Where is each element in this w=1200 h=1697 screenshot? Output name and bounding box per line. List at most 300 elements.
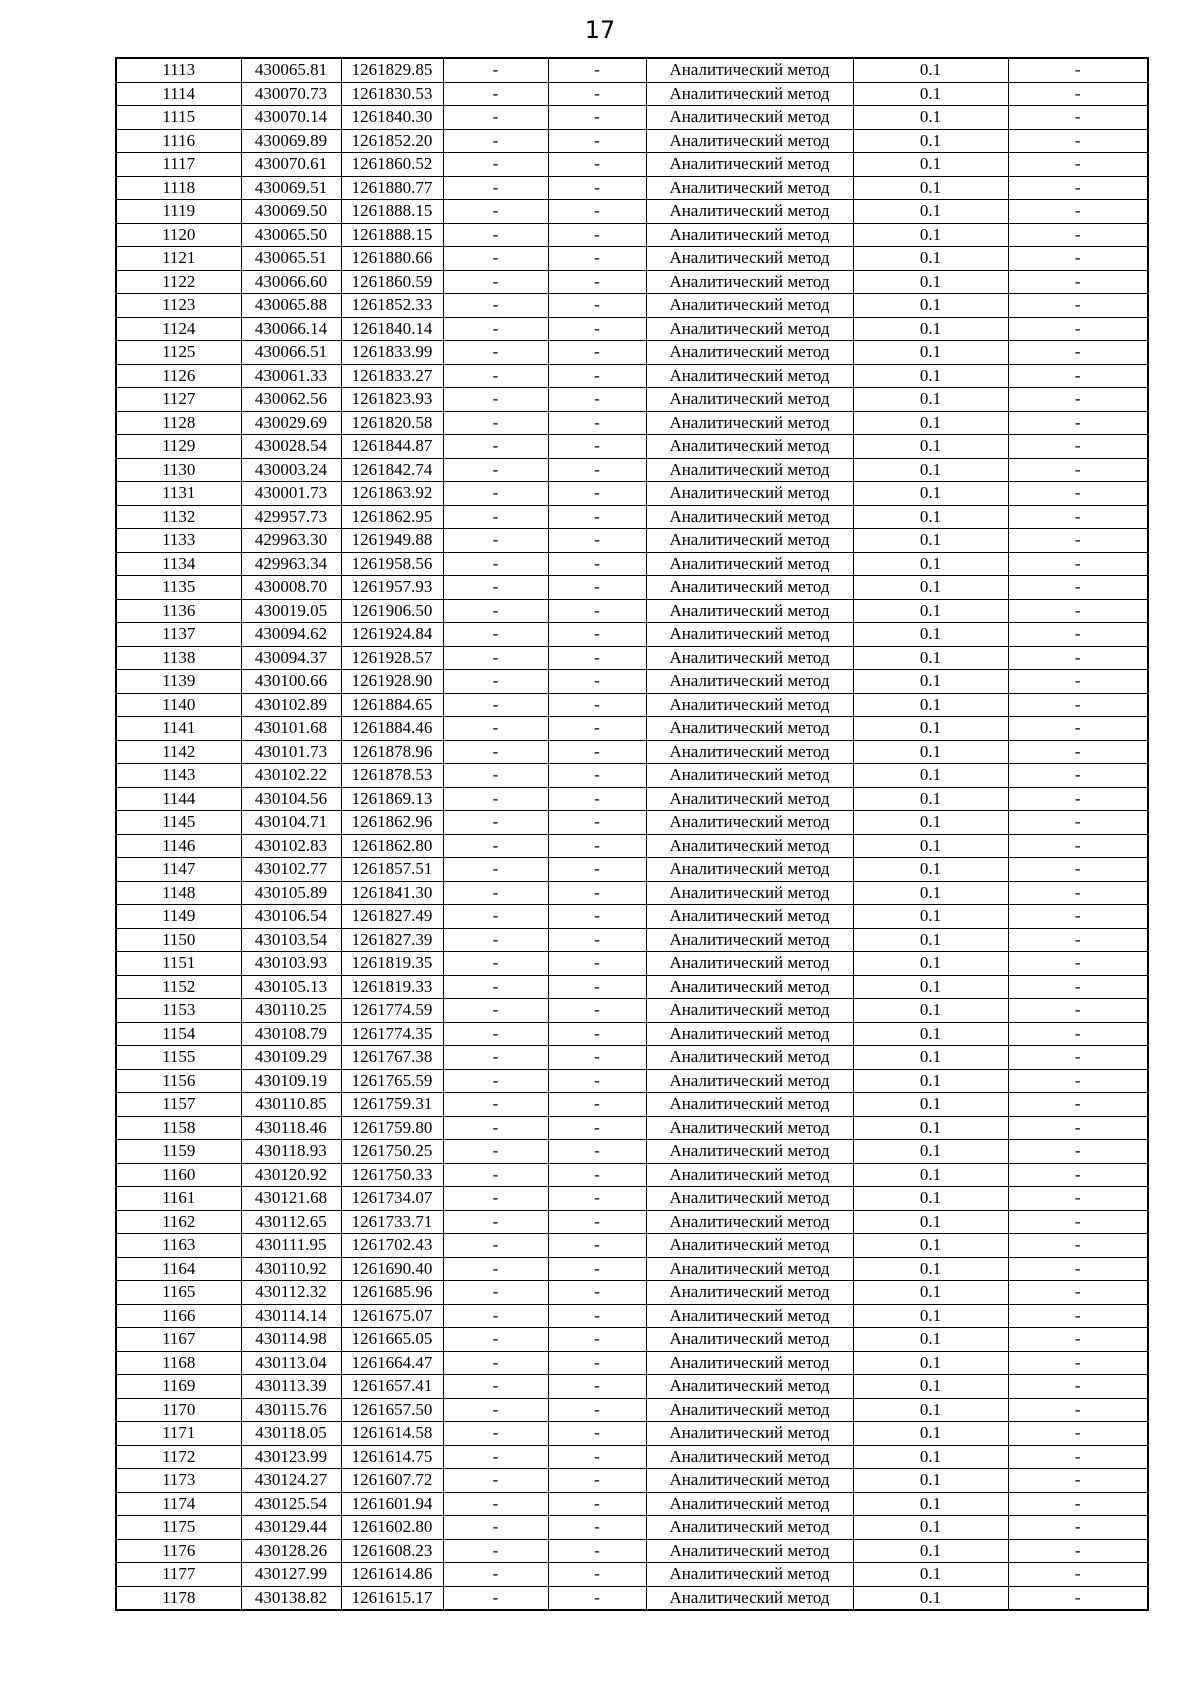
method-cell: Аналитический метод <box>646 176 853 200</box>
dash-cell: - <box>443 1492 548 1516</box>
dash-cell: - <box>1008 176 1148 200</box>
table-row <box>116 1328 1148 1352</box>
dash-cell: - <box>548 740 646 764</box>
dash-cell: - <box>1008 881 1148 905</box>
dash-cell: - <box>548 1257 646 1281</box>
point-number-cell: 1140 <box>116 693 241 717</box>
y-coordinate-cell: 1261607.72 <box>341 1469 443 1493</box>
accuracy-cell: 0.1 <box>853 482 1008 506</box>
x-coordinate-cell: 430100.66 <box>241 670 341 694</box>
point-number-cell: 1133 <box>116 529 241 553</box>
dash-cell: - <box>443 153 548 177</box>
dash-cell: - <box>548 435 646 459</box>
method-cell: Аналитический метод <box>646 1281 853 1305</box>
dash-cell: - <box>548 834 646 858</box>
accuracy-cell: 0.1 <box>853 1539 1008 1563</box>
dash-cell: - <box>443 106 548 130</box>
x-coordinate-cell: 430069.50 <box>241 200 341 224</box>
dash-cell: - <box>1008 1046 1148 1070</box>
point-number-cell: 1136 <box>116 599 241 623</box>
table-row <box>116 388 1148 412</box>
table-row <box>116 811 1148 835</box>
y-coordinate-cell: 1261820.58 <box>341 411 443 435</box>
y-coordinate-cell: 1261862.95 <box>341 505 443 529</box>
y-coordinate-cell: 1261830.53 <box>341 82 443 106</box>
coordinates-table <box>115 57 1149 1611</box>
method-cell: Аналитический метод <box>646 693 853 717</box>
accuracy-cell: 0.1 <box>853 294 1008 318</box>
dash-cell: - <box>443 764 548 788</box>
point-number-cell: 1173 <box>116 1469 241 1493</box>
x-coordinate-cell: 430069.51 <box>241 176 341 200</box>
dash-cell: - <box>548 388 646 412</box>
accuracy-cell: 0.1 <box>853 952 1008 976</box>
y-coordinate-cell: 1261833.99 <box>341 341 443 365</box>
dash-cell: - <box>443 82 548 106</box>
table-row <box>116 364 1148 388</box>
dash-cell: - <box>548 1140 646 1164</box>
dash-cell: - <box>1008 458 1148 482</box>
y-coordinate-cell: 1261906.50 <box>341 599 443 623</box>
x-coordinate-cell: 430111.95 <box>241 1234 341 1258</box>
accuracy-cell: 0.1 <box>853 811 1008 835</box>
method-cell: Аналитический метод <box>646 341 853 365</box>
table-row <box>116 1469 1148 1493</box>
dash-cell: - <box>548 1046 646 1070</box>
point-number-cell: 1149 <box>116 905 241 929</box>
method-cell: Аналитический метод <box>646 458 853 482</box>
accuracy-cell: 0.1 <box>853 576 1008 600</box>
y-coordinate-cell: 1261615.17 <box>341 1586 443 1610</box>
table-row <box>116 1022 1148 1046</box>
dash-cell: - <box>548 505 646 529</box>
point-number-cell: 1153 <box>116 999 241 1023</box>
method-cell: Аналитический метод <box>646 1257 853 1281</box>
y-coordinate-cell: 1261664.47 <box>341 1351 443 1375</box>
dash-cell: - <box>1008 905 1148 929</box>
accuracy-cell: 0.1 <box>853 1586 1008 1610</box>
dash-cell: - <box>443 1351 548 1375</box>
dash-cell: - <box>443 928 548 952</box>
x-coordinate-cell: 430121.68 <box>241 1187 341 1211</box>
table-row <box>116 623 1148 647</box>
table-row <box>116 341 1148 365</box>
table-row <box>116 646 1148 670</box>
y-coordinate-cell: 1261857.51 <box>341 858 443 882</box>
y-coordinate-cell: 1261852.33 <box>341 294 443 318</box>
x-coordinate-cell: 430105.13 <box>241 975 341 999</box>
page-number: 17 <box>584 16 616 44</box>
method-cell: Аналитический метод <box>646 1398 853 1422</box>
dash-cell: - <box>1008 411 1148 435</box>
dash-cell: - <box>1008 82 1148 106</box>
dash-cell: - <box>548 341 646 365</box>
accuracy-cell: 0.1 <box>853 1328 1008 1352</box>
table-row <box>116 1069 1148 1093</box>
dash-cell: - <box>1008 1469 1148 1493</box>
table-row <box>116 82 1148 106</box>
y-coordinate-cell: 1261601.94 <box>341 1492 443 1516</box>
y-coordinate-cell: 1261702.43 <box>341 1234 443 1258</box>
x-coordinate-cell: 430118.93 <box>241 1140 341 1164</box>
x-coordinate-cell: 429963.34 <box>241 552 341 576</box>
x-coordinate-cell: 430065.88 <box>241 294 341 318</box>
accuracy-cell: 0.1 <box>853 999 1008 1023</box>
method-cell: Аналитический метод <box>646 1351 853 1375</box>
method-cell: Аналитический метод <box>646 576 853 600</box>
x-coordinate-cell: 429963.30 <box>241 529 341 553</box>
dash-cell: - <box>443 435 548 459</box>
dash-cell: - <box>443 905 548 929</box>
y-coordinate-cell: 1261819.33 <box>341 975 443 999</box>
dash-cell: - <box>548 764 646 788</box>
table-row <box>116 435 1148 459</box>
dash-cell: - <box>548 1093 646 1117</box>
x-coordinate-cell: 430062.56 <box>241 388 341 412</box>
dash-cell: - <box>1008 1257 1148 1281</box>
table-row <box>116 1563 1148 1587</box>
y-coordinate-cell: 1261765.59 <box>341 1069 443 1093</box>
method-cell: Аналитический метод <box>646 153 853 177</box>
accuracy-cell: 0.1 <box>853 223 1008 247</box>
table-row <box>116 176 1148 200</box>
x-coordinate-cell: 429957.73 <box>241 505 341 529</box>
dash-cell: - <box>443 1375 548 1399</box>
dash-cell: - <box>548 270 646 294</box>
dash-cell: - <box>548 1304 646 1328</box>
accuracy-cell: 0.1 <box>853 270 1008 294</box>
x-coordinate-cell: 430109.29 <box>241 1046 341 1070</box>
dash-cell: - <box>548 247 646 271</box>
y-coordinate-cell: 1261665.05 <box>341 1328 443 1352</box>
x-coordinate-cell: 430102.77 <box>241 858 341 882</box>
dash-cell: - <box>443 646 548 670</box>
point-number-cell: 1164 <box>116 1257 241 1281</box>
dash-cell: - <box>443 1539 548 1563</box>
dash-cell: - <box>1008 364 1148 388</box>
y-coordinate-cell: 1261734.07 <box>341 1187 443 1211</box>
x-coordinate-cell: 430110.92 <box>241 1257 341 1281</box>
y-coordinate-cell: 1261602.80 <box>341 1516 443 1540</box>
point-number-cell: 1124 <box>116 317 241 341</box>
table-row <box>116 294 1148 318</box>
dash-cell: - <box>443 388 548 412</box>
dash-cell: - <box>443 1563 548 1587</box>
dash-cell: - <box>548 1163 646 1187</box>
y-coordinate-cell: 1261844.87 <box>341 435 443 459</box>
accuracy-cell: 0.1 <box>853 1492 1008 1516</box>
dash-cell: - <box>548 1563 646 1587</box>
point-number-cell: 1147 <box>116 858 241 882</box>
accuracy-cell: 0.1 <box>853 1046 1008 1070</box>
dash-cell: - <box>548 670 646 694</box>
point-number-cell: 1156 <box>116 1069 241 1093</box>
point-number-cell: 1134 <box>116 552 241 576</box>
table-row <box>116 881 1148 905</box>
y-coordinate-cell: 1261880.66 <box>341 247 443 271</box>
dash-cell: - <box>548 223 646 247</box>
dash-cell: - <box>443 317 548 341</box>
point-number-cell: 1123 <box>116 294 241 318</box>
accuracy-cell: 0.1 <box>853 1116 1008 1140</box>
dash-cell: - <box>443 341 548 365</box>
method-cell: Аналитический метод <box>646 1328 853 1352</box>
method-cell: Аналитический метод <box>646 1469 853 1493</box>
method-cell: Аналитический метод <box>646 1187 853 1211</box>
dash-cell: - <box>548 1234 646 1258</box>
point-number-cell: 1161 <box>116 1187 241 1211</box>
dash-cell: - <box>443 740 548 764</box>
table-row <box>116 1492 1148 1516</box>
dash-cell: - <box>1008 1351 1148 1375</box>
dash-cell: - <box>548 129 646 153</box>
table-row <box>116 717 1148 741</box>
method-cell: Аналитический метод <box>646 1210 853 1234</box>
dash-cell: - <box>548 529 646 553</box>
point-number-cell: 1171 <box>116 1422 241 1446</box>
dash-cell: - <box>548 999 646 1023</box>
accuracy-cell: 0.1 <box>853 82 1008 106</box>
dash-cell: - <box>1008 599 1148 623</box>
dash-cell: - <box>1008 1116 1148 1140</box>
dash-cell: - <box>1008 1281 1148 1305</box>
dash-cell: - <box>443 693 548 717</box>
dash-cell: - <box>1008 787 1148 811</box>
dash-cell: - <box>1008 341 1148 365</box>
accuracy-cell: 0.1 <box>853 717 1008 741</box>
y-coordinate-cell: 1261827.39 <box>341 928 443 952</box>
dash-cell: - <box>443 364 548 388</box>
point-number-cell: 1120 <box>116 223 241 247</box>
table-row <box>116 1234 1148 1258</box>
dash-cell: - <box>548 1469 646 1493</box>
dash-cell: - <box>1008 1563 1148 1587</box>
method-cell: Аналитический метод <box>646 881 853 905</box>
method-cell: Аналитический метод <box>646 646 853 670</box>
method-cell: Аналитический метод <box>646 1445 853 1469</box>
dash-cell: - <box>548 1116 646 1140</box>
point-number-cell: 1165 <box>116 1281 241 1305</box>
x-coordinate-cell: 430070.73 <box>241 82 341 106</box>
y-coordinate-cell: 1261860.52 <box>341 153 443 177</box>
point-number-cell: 1115 <box>116 106 241 130</box>
point-number-cell: 1163 <box>116 1234 241 1258</box>
dash-cell: - <box>443 270 548 294</box>
method-cell: Аналитический метод <box>646 1516 853 1540</box>
point-number-cell: 1158 <box>116 1116 241 1140</box>
y-coordinate-cell: 1261750.33 <box>341 1163 443 1187</box>
table-row <box>116 129 1148 153</box>
method-cell: Аналитический метод <box>646 482 853 506</box>
y-coordinate-cell: 1261690.40 <box>341 1257 443 1281</box>
table-row <box>116 1281 1148 1305</box>
method-cell: Аналитический метод <box>646 317 853 341</box>
dash-cell: - <box>1008 1398 1148 1422</box>
method-cell: Аналитический метод <box>646 1492 853 1516</box>
method-cell: Аналитический метод <box>646 270 853 294</box>
x-coordinate-cell: 430109.19 <box>241 1069 341 1093</box>
dash-cell: - <box>1008 1210 1148 1234</box>
accuracy-cell: 0.1 <box>853 200 1008 224</box>
x-coordinate-cell: 430118.46 <box>241 1116 341 1140</box>
method-cell: Аналитический метод <box>646 1563 853 1587</box>
y-coordinate-cell: 1261852.20 <box>341 129 443 153</box>
accuracy-cell: 0.1 <box>853 787 1008 811</box>
accuracy-cell: 0.1 <box>853 670 1008 694</box>
method-cell: Аналитический метод <box>646 58 853 82</box>
y-coordinate-cell: 1261608.23 <box>341 1539 443 1563</box>
dash-cell: - <box>1008 717 1148 741</box>
x-coordinate-cell: 430114.14 <box>241 1304 341 1328</box>
point-number-cell: 1172 <box>116 1445 241 1469</box>
dash-cell: - <box>1008 834 1148 858</box>
point-number-cell: 1159 <box>116 1140 241 1164</box>
dash-cell: - <box>1008 928 1148 952</box>
x-coordinate-cell: 430127.99 <box>241 1563 341 1587</box>
accuracy-cell: 0.1 <box>853 1398 1008 1422</box>
x-coordinate-cell: 430138.82 <box>241 1586 341 1610</box>
point-number-cell: 1135 <box>116 576 241 600</box>
dash-cell: - <box>443 834 548 858</box>
table-row <box>116 599 1148 623</box>
method-cell: Аналитический метод <box>646 1093 853 1117</box>
method-cell: Аналитический метод <box>646 834 853 858</box>
dash-cell: - <box>548 952 646 976</box>
accuracy-cell: 0.1 <box>853 1445 1008 1469</box>
table-row <box>116 1516 1148 1540</box>
x-coordinate-cell: 430065.81 <box>241 58 341 82</box>
dash-cell: - <box>1008 247 1148 271</box>
x-coordinate-cell: 430110.85 <box>241 1093 341 1117</box>
x-coordinate-cell: 430129.44 <box>241 1516 341 1540</box>
point-number-cell: 1117 <box>116 153 241 177</box>
dash-cell: - <box>548 1069 646 1093</box>
accuracy-cell: 0.1 <box>853 341 1008 365</box>
point-number-cell: 1118 <box>116 176 241 200</box>
x-coordinate-cell: 430102.83 <box>241 834 341 858</box>
table-row <box>116 458 1148 482</box>
dash-cell: - <box>443 1234 548 1258</box>
point-number-cell: 1151 <box>116 952 241 976</box>
method-cell: Аналитический метод <box>646 811 853 835</box>
dash-cell: - <box>443 294 548 318</box>
x-coordinate-cell: 430094.62 <box>241 623 341 647</box>
accuracy-cell: 0.1 <box>853 1022 1008 1046</box>
dash-cell: - <box>443 1422 548 1446</box>
dash-cell: - <box>548 1210 646 1234</box>
method-cell: Аналитический метод <box>646 1069 853 1093</box>
dash-cell: - <box>1008 1445 1148 1469</box>
x-coordinate-cell: 430066.60 <box>241 270 341 294</box>
table-row <box>116 1445 1148 1469</box>
y-coordinate-cell: 1261880.77 <box>341 176 443 200</box>
point-number-cell: 1177 <box>116 1563 241 1587</box>
table-row <box>116 223 1148 247</box>
y-coordinate-cell: 1261614.58 <box>341 1422 443 1446</box>
dash-cell: - <box>1008 858 1148 882</box>
x-coordinate-cell: 430029.69 <box>241 411 341 435</box>
dash-cell: - <box>548 1375 646 1399</box>
y-coordinate-cell: 1261750.25 <box>341 1140 443 1164</box>
dash-cell: - <box>548 1492 646 1516</box>
x-coordinate-cell: 430106.54 <box>241 905 341 929</box>
y-coordinate-cell: 1261863.92 <box>341 482 443 506</box>
dash-cell: - <box>443 176 548 200</box>
dash-cell: - <box>548 294 646 318</box>
table-row <box>116 247 1148 271</box>
accuracy-cell: 0.1 <box>853 905 1008 929</box>
y-coordinate-cell: 1261657.50 <box>341 1398 443 1422</box>
point-number-cell: 1144 <box>116 787 241 811</box>
dash-cell: - <box>1008 1234 1148 1258</box>
dash-cell: - <box>443 1586 548 1610</box>
x-coordinate-cell: 430101.73 <box>241 740 341 764</box>
accuracy-cell: 0.1 <box>853 834 1008 858</box>
dash-cell: - <box>1008 1422 1148 1446</box>
method-cell: Аналитический метод <box>646 1140 853 1164</box>
method-cell: Аналитический метод <box>646 388 853 412</box>
table-row <box>116 482 1148 506</box>
dash-cell: - <box>443 247 548 271</box>
point-number-cell: 1130 <box>116 458 241 482</box>
y-coordinate-cell: 1261614.75 <box>341 1445 443 1469</box>
point-number-cell: 1160 <box>116 1163 241 1187</box>
point-number-cell: 1142 <box>116 740 241 764</box>
point-number-cell: 1121 <box>116 247 241 271</box>
point-number-cell: 1127 <box>116 388 241 412</box>
dash-cell: - <box>443 670 548 694</box>
method-cell: Аналитический метод <box>646 435 853 459</box>
dash-cell: - <box>443 1022 548 1046</box>
point-number-cell: 1174 <box>116 1492 241 1516</box>
method-cell: Аналитический метод <box>646 858 853 882</box>
table-row <box>116 1304 1148 1328</box>
accuracy-cell: 0.1 <box>853 858 1008 882</box>
method-cell: Аналитический метод <box>646 247 853 271</box>
y-coordinate-cell: 1261774.35 <box>341 1022 443 1046</box>
method-cell: Аналитический метод <box>646 1116 853 1140</box>
dash-cell: - <box>548 1445 646 1469</box>
dash-cell: - <box>443 411 548 435</box>
dash-cell: - <box>1008 529 1148 553</box>
dash-cell: - <box>548 153 646 177</box>
dash-cell: - <box>548 364 646 388</box>
method-cell: Аналитический метод <box>646 740 853 764</box>
y-coordinate-cell: 1261888.15 <box>341 200 443 224</box>
y-coordinate-cell: 1261862.80 <box>341 834 443 858</box>
dash-cell: - <box>548 82 646 106</box>
dash-cell: - <box>548 200 646 224</box>
method-cell: Аналитический метод <box>646 952 853 976</box>
method-cell: Аналитический метод <box>646 1539 853 1563</box>
method-cell: Аналитический метод <box>646 928 853 952</box>
accuracy-cell: 0.1 <box>853 388 1008 412</box>
method-cell: Аналитический метод <box>646 1022 853 1046</box>
x-coordinate-cell: 430118.05 <box>241 1422 341 1446</box>
point-number-cell: 1152 <box>116 975 241 999</box>
point-number-cell: 1178 <box>116 1586 241 1610</box>
dash-cell: - <box>548 576 646 600</box>
y-coordinate-cell: 1261842.74 <box>341 458 443 482</box>
dash-cell: - <box>548 1328 646 1352</box>
table-row <box>116 834 1148 858</box>
dash-cell: - <box>443 999 548 1023</box>
accuracy-cell: 0.1 <box>853 106 1008 130</box>
dash-cell: - <box>1008 670 1148 694</box>
point-number-cell: 1141 <box>116 717 241 741</box>
table-body <box>116 58 1148 1610</box>
dash-cell: - <box>1008 1187 1148 1211</box>
